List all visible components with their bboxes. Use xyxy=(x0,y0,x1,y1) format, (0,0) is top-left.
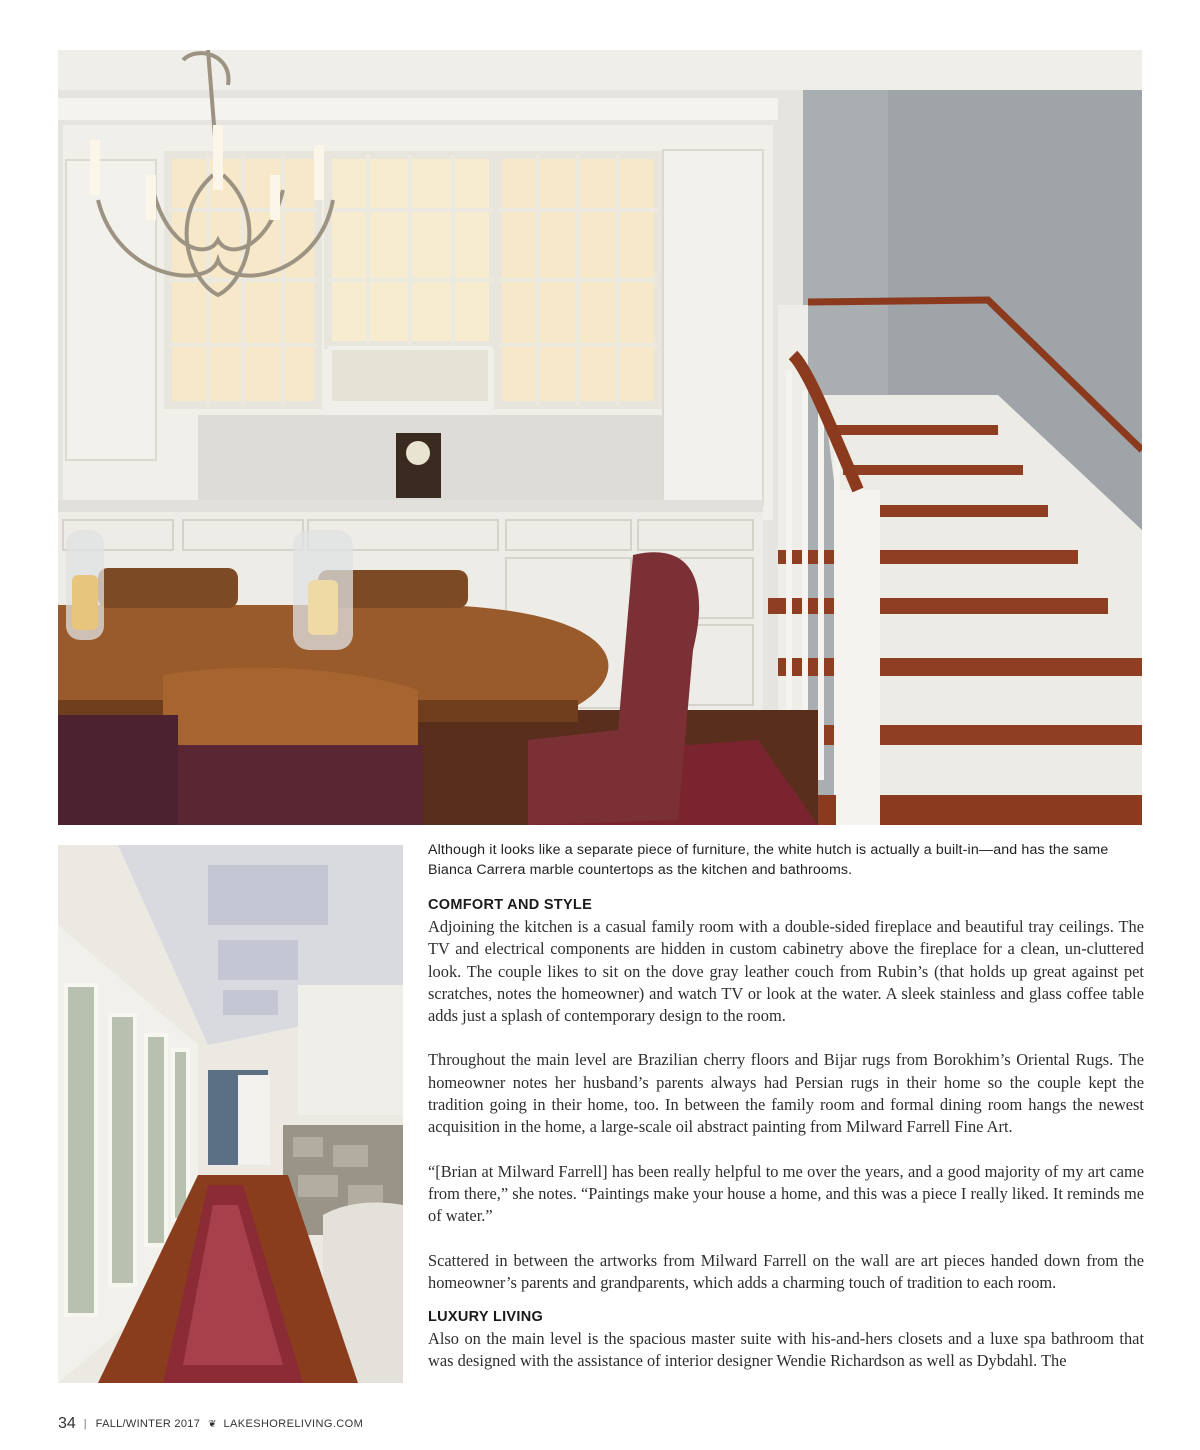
photo-caption: Although it looks like a separate piece of furniture, the white hutch is actually a built-in—and has the same Bianca Carrera marble countertops as the kitchen and bathrooms. xyxy=(428,842,1109,878)
page-footer xyxy=(58,1414,363,1434)
leaf-icon: ❦ xyxy=(208,1418,217,1430)
paragraph-quote: “[Brian at Milward Farrell] has been really helpful to me over the years, and a good majority of my art came from there,” she notes. “Paintings make your house a home, and this was a piece I really liked. It reminds me of water.” xyxy=(428,1161,1144,1226)
footer-separator: | xyxy=(83,1418,87,1430)
paragraph-family-room: Adjoining the kitchen is a casual family room with a double-sided fireplace and beautiful tray ceilings. The TV and electrical components are hidden in custom cabinetry above the fireplace for a clean, un-cluttered look. The couple likes to sit on the dove gray leather couch from Rubin’s (that holds up great against pet scratches, notes the homeowner) and watch TV or look at the water. A sleek stainless and glass coffee table adds just a splash of contemporary design to the room. xyxy=(428,917,1144,1026)
paragraph-heirlooms: Scattered in between the artworks from Milward Farrell on the wall are art pieces handed down from the homeowner’s parents and grandparents, which adds a charming touch of tradition to each room. xyxy=(428,1250,1144,1292)
dining-room-photo xyxy=(58,50,1142,825)
paragraph-floors-rugs: Throughout the main level are Brazilian cherry floors and Bijar rugs from Borokhim’s Oriental Rugs. The homeowner notes her husband’s parents always had Persian rugs in their home so the couple kept the tradition going in their home, too. In between the family room and formal dining room hangs the newest acquisition in the home, a large-scale oil abstract painting from Milward Farrell Fine Art. xyxy=(428,1050,1144,1137)
section-heading-luxury: LUXURY LIVING xyxy=(428,1309,544,1326)
section-heading-comfort: COMFORT AND STYLE xyxy=(428,897,593,913)
article-body xyxy=(428,894,1144,1373)
issue-label: FALL/WINTER 2017 xyxy=(95,1418,201,1430)
website-link[interactable]: LAKESHORELIVING.COM xyxy=(223,1418,364,1430)
page-number: 34 xyxy=(58,1415,76,1432)
paragraph-master-suite: Also on the main level is the spacious master suite with his-and-hers closets and a luxe spa bathroom that was designed with the assistance of interior designer Wendie Richardson as well as Dybdahl. The xyxy=(428,1329,1144,1371)
hallway-photo xyxy=(58,845,403,1383)
